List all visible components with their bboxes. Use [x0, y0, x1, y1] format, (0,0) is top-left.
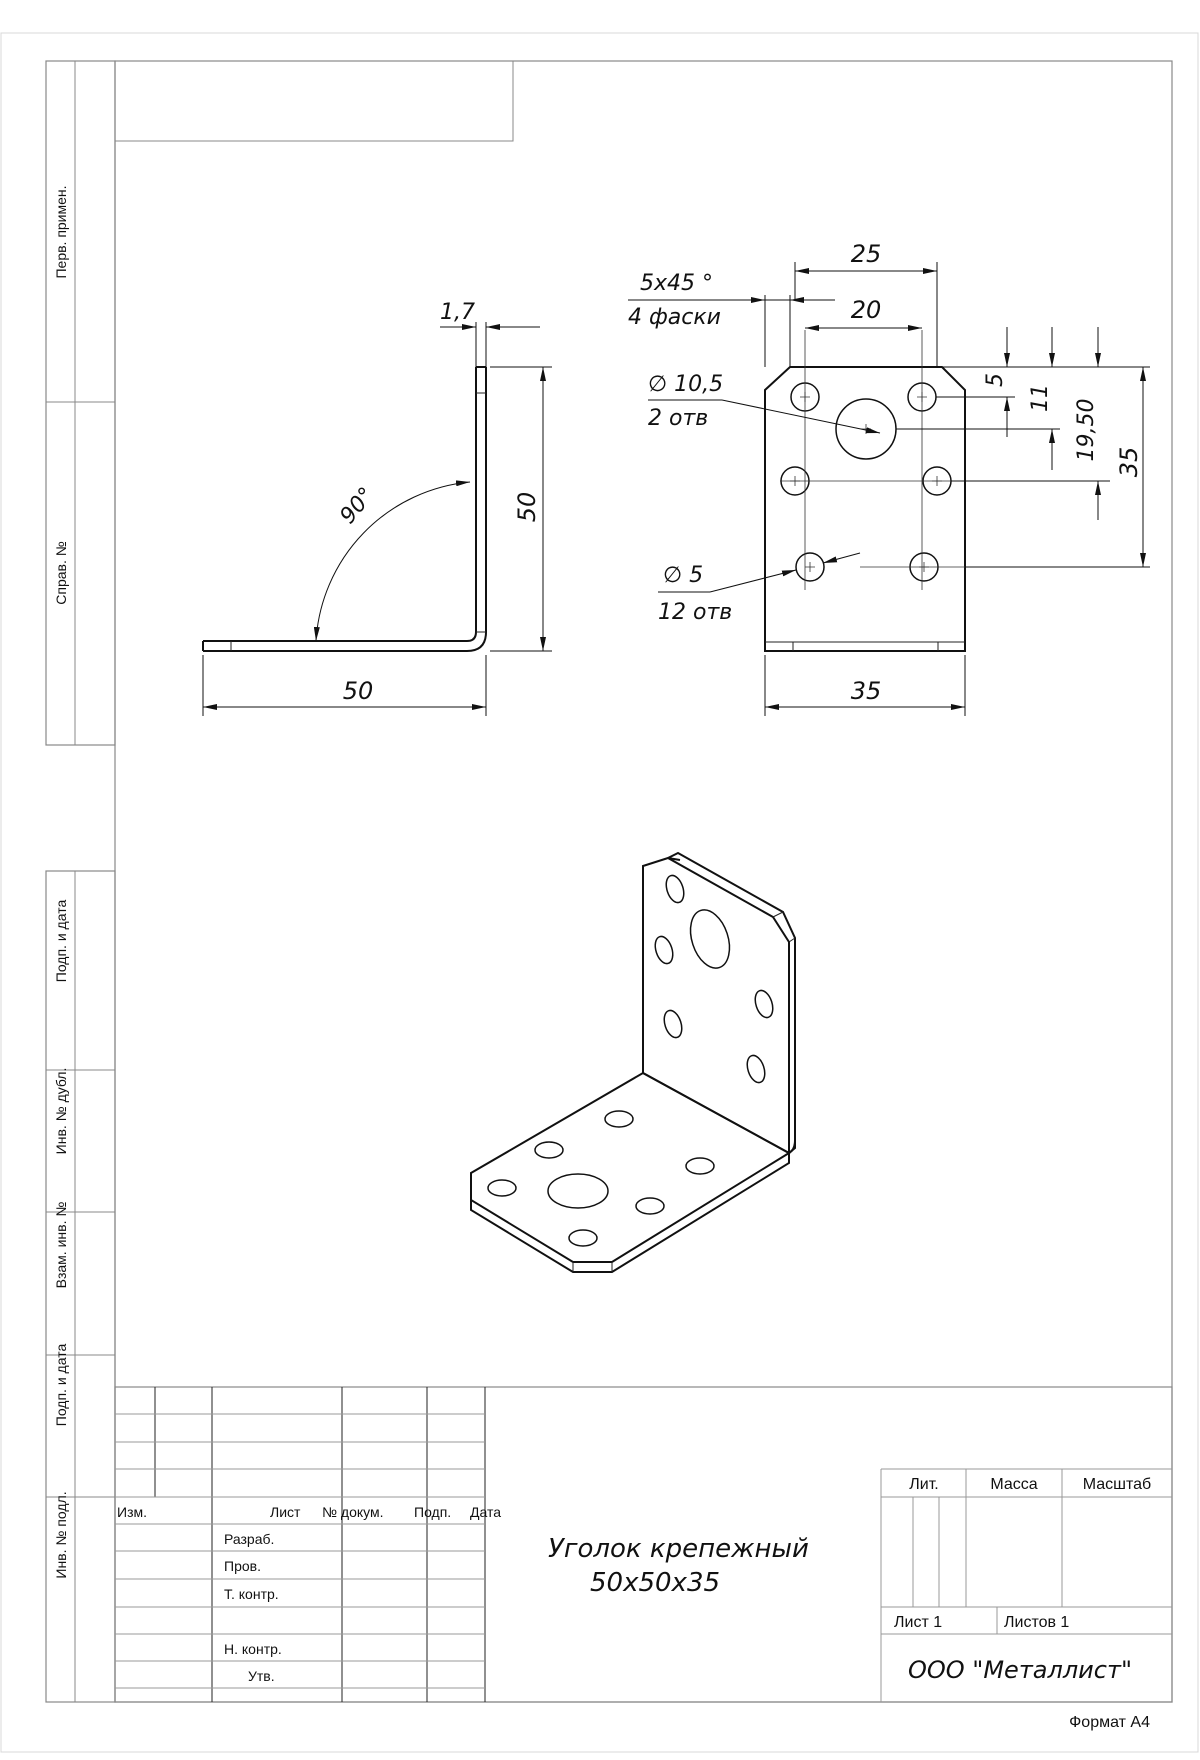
width-dim-label: 50 [342, 677, 374, 705]
dim-5-label: 5 [983, 373, 1008, 387]
t-kontr-label: Т. контр. [224, 1586, 279, 1602]
chamfer-count-note: 4 фаски [628, 305, 721, 330]
prov-label: Пров. [224, 1558, 261, 1574]
dim-19-50-label: 19,50 [1074, 398, 1099, 462]
dim-25-label: 25 [850, 240, 882, 268]
data-header: Дата [470, 1504, 502, 1520]
inv-no-podl-label: Инв. № подл. [53, 1491, 69, 1579]
utv-label: Утв. [248, 1668, 275, 1684]
small-hole-count-label: 12 отв [658, 600, 733, 625]
isometric-view [471, 853, 795, 1272]
razrab-label: Разраб. [224, 1531, 275, 1547]
inv-no-dubl-label: Инв. № дубл. [53, 1067, 69, 1155]
format-label: Формат А4 [1069, 1714, 1150, 1731]
left-margin-stamps [46, 61, 115, 1702]
podp-i-data-label: Подп. и дата [53, 899, 69, 983]
dim-35-vertical-label: 35 [1115, 446, 1143, 478]
izm-header: Изм. [117, 1504, 147, 1520]
big-hole-count-label: 2 отв [648, 406, 709, 431]
small-hole-dia-label: ∅ 5 [663, 563, 704, 588]
sheet-number: Лист 1 [894, 1614, 943, 1631]
part-size: 50x50x35 [590, 1568, 721, 1598]
hole-pattern [780, 330, 985, 590]
front-view [628, 240, 1150, 716]
chamfer-note: 5x45 ° [640, 271, 714, 296]
thickness-dim-label: 1,7 [440, 300, 475, 325]
height-dim-label: 50 [513, 491, 541, 523]
masshtab-header: Масштаб [1082, 1476, 1152, 1493]
lit-header: Лит. [909, 1476, 939, 1493]
part-name: Уголок крепежный [548, 1534, 809, 1564]
vzam-inv-no-label: Взам. инв. № [53, 1201, 69, 1289]
sheets-total: Листов 1 [1004, 1614, 1070, 1631]
dim-20-label: 20 [850, 296, 882, 324]
big-hole-dia-label: ∅ 10,5 [648, 372, 724, 397]
n-kontr-label: Н. контр. [224, 1641, 282, 1657]
perv-primen-label: Перв. примен. [53, 185, 69, 279]
dim-35-horizontal-label: 35 [850, 677, 882, 705]
podp-header: Подп. [414, 1504, 452, 1520]
sprav-no-label: Справ. № [53, 541, 69, 605]
podp-i-data-label-2: Подп. и дата [53, 1343, 69, 1427]
massa-header: Масса [990, 1476, 1038, 1493]
company-name: ООО "Металлист" [908, 1656, 1132, 1684]
side-view [203, 300, 552, 716]
top-left-stamp [115, 61, 513, 141]
no-dokum-header: № докум. [322, 1504, 384, 1520]
title-block [115, 1387, 1172, 1702]
dim-11-label: 11 [1028, 384, 1053, 412]
angle-dim-label: 90° [335, 482, 380, 529]
list-header: Лист [270, 1504, 301, 1520]
